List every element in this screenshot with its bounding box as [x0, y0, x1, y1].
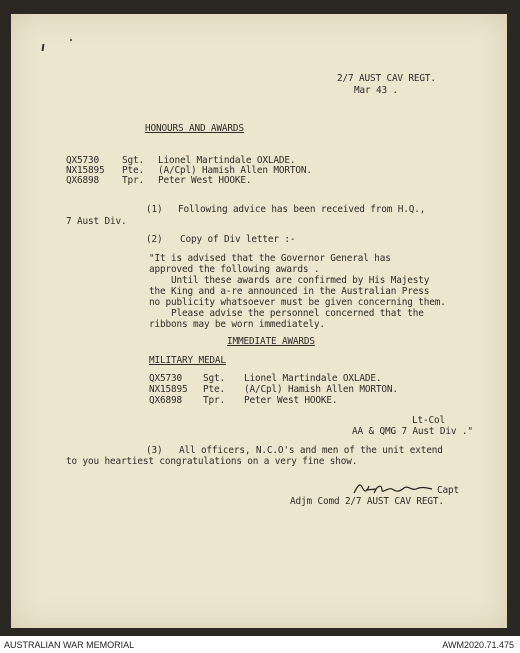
para2-text: Copy of Div letter :-	[180, 234, 296, 245]
medal-number: QX6898	[149, 395, 182, 406]
recipient-rank: Pte.	[122, 165, 144, 176]
signatory-title: Adjm Comd 2/7 AUST CAV REGT.	[290, 496, 444, 507]
signatory-rank: Capt	[437, 485, 459, 496]
medal-name: (A/Cpl) Hamish Allen MORTON.	[244, 384, 398, 395]
handwritten-signature	[352, 481, 436, 497]
para3-line2: to you heartiest congratulations on a very fine show.	[66, 456, 358, 467]
para3-line1: (3) All officers, N.C.O's and men of the unit extend	[146, 445, 443, 456]
recipient-number: QX5730	[66, 155, 99, 166]
para1-number: (1)	[146, 204, 163, 215]
quote-line: the King and a-re announced in the Australian Press	[149, 286, 430, 297]
recipient-rank: Sgt.	[122, 155, 144, 166]
footer-source: AUSTRALIAN WAR MEMORIAL	[4, 640, 135, 650]
military-medal-heading: MILITARY MEDAL	[149, 355, 226, 366]
medal-number: QX5730	[149, 373, 182, 384]
quote-line: approved the following awards .	[149, 264, 320, 275]
header-unit: 2/7 AUST CAV REGT.	[337, 73, 436, 84]
archive-footer	[0, 636, 520, 653]
quote-line: "It is advised that the Governor General has	[149, 253, 391, 264]
recipient-name: (A/Cpl) Hamish Allen MORTON.	[158, 165, 312, 176]
quote-line: Until these awards are confirmed by His Majesty	[149, 275, 430, 286]
medal-rank: Pte.	[203, 384, 225, 395]
footer-accession-number: AWM2020.71.475	[442, 640, 514, 650]
header-date: Mar 43 .	[354, 85, 398, 96]
ink-dot	[70, 39, 72, 41]
quote-line: ribbons may be worn immediately.	[149, 319, 325, 330]
immediate-awards-heading: IMMEDIATE AWARDS	[227, 336, 315, 347]
quote-signatory-title: AA & QMG 7 Aust Div ."	[352, 426, 473, 437]
para1-line1: Following advice has been received from H.Q.,	[178, 204, 426, 215]
recipient-rank: Tpr.	[122, 175, 144, 186]
quote-line: Please advise the personnel concerned that the	[149, 308, 424, 319]
quote-signatory-rank: Lt-Col	[412, 415, 445, 426]
medal-name: Lionel Martindale OXLADE.	[244, 373, 382, 384]
medal-number: NX15895	[149, 384, 188, 395]
medal-rank: Tpr.	[203, 395, 225, 406]
para1-line2: 7 Aust Div.	[66, 216, 127, 227]
page-title: HONOURS AND AWARDS	[145, 123, 244, 134]
medal-rank: Sgt.	[203, 373, 225, 384]
medal-name: Peter West HOOKE.	[244, 395, 338, 406]
recipient-number: QX6898	[66, 175, 99, 186]
para2-number: (2)	[146, 234, 163, 245]
quote-line: no publicity whatsoever must be given concerning them.	[149, 297, 446, 308]
recipient-name: Peter West HOOKE.	[158, 175, 252, 186]
recipient-number: NX15895	[66, 165, 105, 176]
recipient-name: Lionel Martindale OXLADE.	[158, 155, 296, 166]
